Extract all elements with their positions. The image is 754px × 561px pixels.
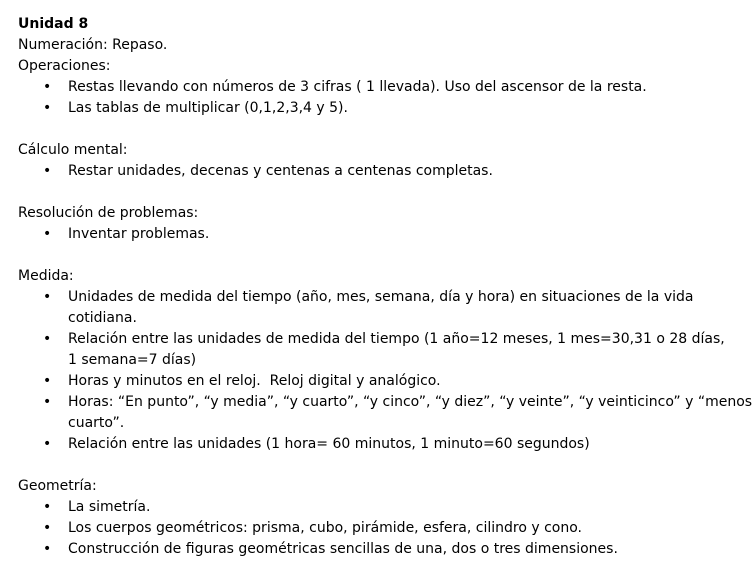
list-item <box>18 98 754 119</box>
bullet-icon: • <box>43 541 52 557</box>
list-item-text: Restas llevando con números de 3 cifras ( 1 llevada). Uso del ascensor de la resta. <box>68 79 647 95</box>
bullet-icon: • <box>43 394 52 410</box>
list-item <box>18 539 754 560</box>
list-item <box>18 371 754 392</box>
list-item <box>18 434 754 455</box>
bullet-icon: • <box>43 520 52 536</box>
operaciones-list <box>18 77 754 119</box>
medida-list <box>18 287 754 455</box>
bullet-icon: • <box>43 79 52 95</box>
geometria-list <box>18 497 754 560</box>
bullet-icon: • <box>43 289 52 305</box>
bullet-icon: • <box>43 100 52 116</box>
list-item <box>18 287 754 329</box>
spacer <box>18 455 754 476</box>
list-item-text: Horas: “En punto”, “y media”, “y cuarto”, “y cinco”, “y diez”, “y veinte”, “y veinticinco” y “menos cuarto”. <box>68 394 753 431</box>
bullet-icon: • <box>43 436 52 452</box>
spacer <box>18 245 754 266</box>
bullet-icon: • <box>43 373 52 389</box>
spacer <box>18 119 754 140</box>
list-item-text: Horas y minutos en el reloj. Reloj digital y analógico. <box>68 373 441 389</box>
list-item-text: Relación entre las unidades (1 hora= 60 minutos, 1 minuto=60 segundos) <box>68 436 590 452</box>
problemas-heading: Resolución de problemas: <box>18 205 199 221</box>
bullet-icon: • <box>43 163 52 179</box>
list-item <box>18 518 754 539</box>
list-item-text: La simetría. <box>68 499 151 515</box>
list-item <box>18 497 754 518</box>
list-item-text: Unidades de medida del tiempo (año, mes, semana, día y hora) en situaciones de la vida cotidiana. <box>68 289 698 326</box>
operaciones-heading: Operaciones: <box>18 58 111 74</box>
list-item <box>18 224 754 245</box>
list-item-text: Los cuerpos geométricos: prisma, cubo, pirámide, esfera, cilindro y cono. <box>68 520 582 536</box>
list-item-text: Restar unidades, decenas y centenas a centenas completas. <box>68 163 493 179</box>
medida-heading: Medida: <box>18 268 74 284</box>
list-item <box>18 392 754 434</box>
calculo-heading: Cálculo mental: <box>18 142 128 158</box>
list-item <box>18 161 754 182</box>
calculo-list <box>18 161 754 182</box>
list-item-text: Inventar problemas. <box>68 226 210 242</box>
list-item <box>18 77 754 98</box>
problemas-list <box>18 224 754 245</box>
list-item <box>18 329 754 371</box>
page-title: Unidad 8 <box>18 16 89 32</box>
list-item-text: Relación entre las unidades de medida del tiempo (1 año=12 meses, 1 mes=30,31 o 28 días, 1 semana=7 días) <box>68 331 725 368</box>
geometria-heading: Geometría: <box>18 478 97 494</box>
spacer <box>18 182 754 203</box>
numeracion-line: Numeración: Repaso. <box>18 37 168 53</box>
bullet-icon: • <box>43 226 52 242</box>
list-item-text: Construcción de figuras geométricas sencillas de una, dos o tres dimensiones. <box>68 541 618 557</box>
bullet-icon: • <box>43 499 52 515</box>
bullet-icon: • <box>43 331 52 347</box>
list-item-text: Las tablas de multiplicar (0,1,2,3,4 y 5). <box>68 100 348 116</box>
